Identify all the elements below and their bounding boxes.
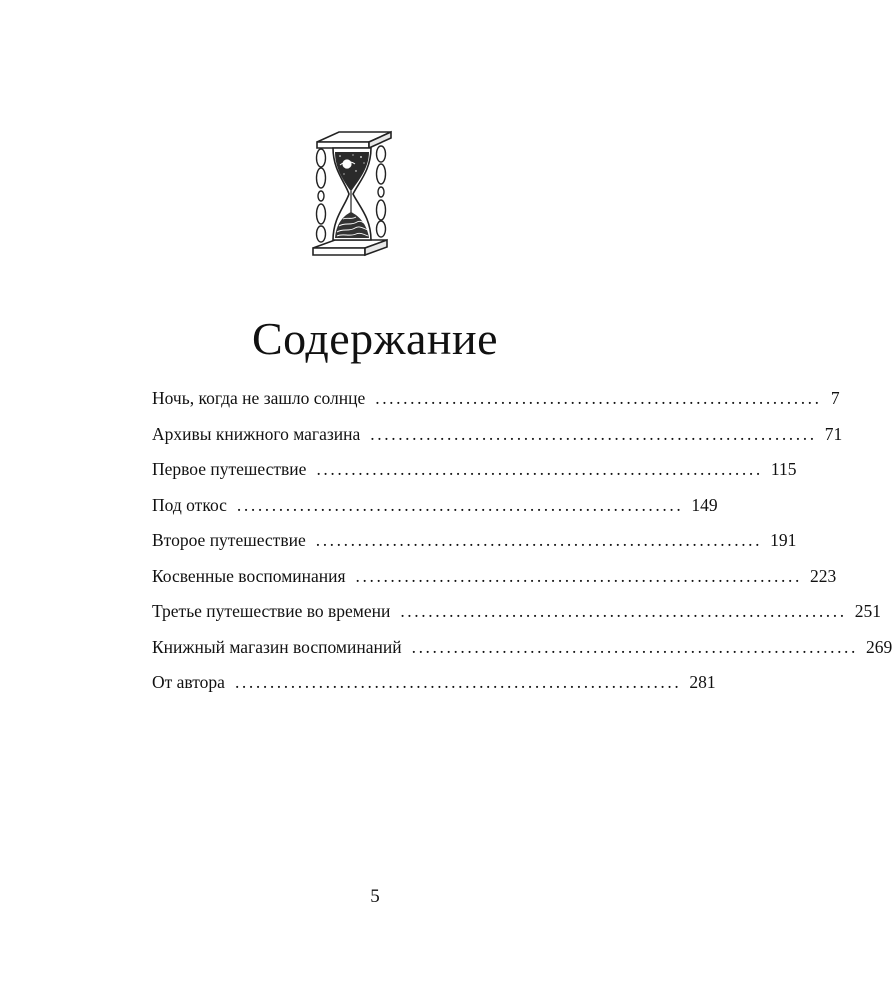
toc-entry[interactable] bbox=[152, 672, 716, 708]
dot-leader: ................................................................ bbox=[315, 530, 763, 550]
toc-entry-page: 7 bbox=[830, 388, 840, 408]
toc-entry[interactable] bbox=[152, 601, 881, 637]
toc-entry-page: 71 bbox=[824, 423, 843, 444]
toc-entry-page: 149 bbox=[691, 494, 718, 515]
toc-entry[interactable] bbox=[152, 459, 797, 495]
dot-leader: ................................................................ bbox=[375, 388, 822, 408]
dot-leader: ................................................................ bbox=[370, 423, 817, 444]
page-number: 5 bbox=[370, 886, 380, 907]
toc-entry-title: Первое путешествие bbox=[152, 459, 307, 479]
toc-entry-title: От автора bbox=[152, 672, 225, 692]
toc-entry-title: Косвенные воспоминания bbox=[152, 565, 346, 586]
toc-entry-title: Второе путешествие bbox=[152, 530, 306, 550]
dot-leader: ................................................................ bbox=[400, 601, 847, 621]
toc-entry-page: 269 bbox=[866, 636, 892, 657]
toc-entry-page: 115 bbox=[770, 459, 797, 479]
dot-leader: ................................................................ bbox=[236, 494, 684, 515]
toc-entry-page: 251 bbox=[854, 601, 881, 621]
toc-entry[interactable] bbox=[152, 388, 840, 424]
table-of-contents bbox=[152, 388, 892, 708]
toc-entry-title: Архивы книжного магазина bbox=[152, 423, 361, 444]
toc-entry-page: 223 bbox=[809, 565, 837, 586]
hourglass-icon bbox=[309, 128, 393, 264]
toc-entry-page: 191 bbox=[770, 530, 797, 550]
toc-entry-page: 281 bbox=[689, 672, 716, 692]
dot-leader: ................................................................ bbox=[316, 459, 763, 479]
toc-entry[interactable] bbox=[152, 423, 843, 460]
page-title: Содержание bbox=[251, 313, 499, 364]
dot-leader: ................................................................ bbox=[234, 672, 682, 692]
toc-entry[interactable] bbox=[152, 565, 837, 602]
dot-leader: ................................................................ bbox=[355, 565, 802, 586]
toc-entry[interactable] bbox=[152, 494, 718, 531]
toc-entry[interactable] bbox=[152, 636, 892, 673]
toc-entry-title: Ночь, когда не зашло солнце bbox=[152, 388, 366, 408]
toc-entry-title: Книжный магазин воспоминаний bbox=[152, 636, 402, 657]
toc-entry-title: Третье путешествие во времени bbox=[152, 601, 391, 621]
dot-leader: ................................................................ bbox=[411, 636, 858, 657]
toc-entry[interactable] bbox=[152, 530, 797, 566]
toc-entry-title: Под откос bbox=[152, 494, 227, 515]
